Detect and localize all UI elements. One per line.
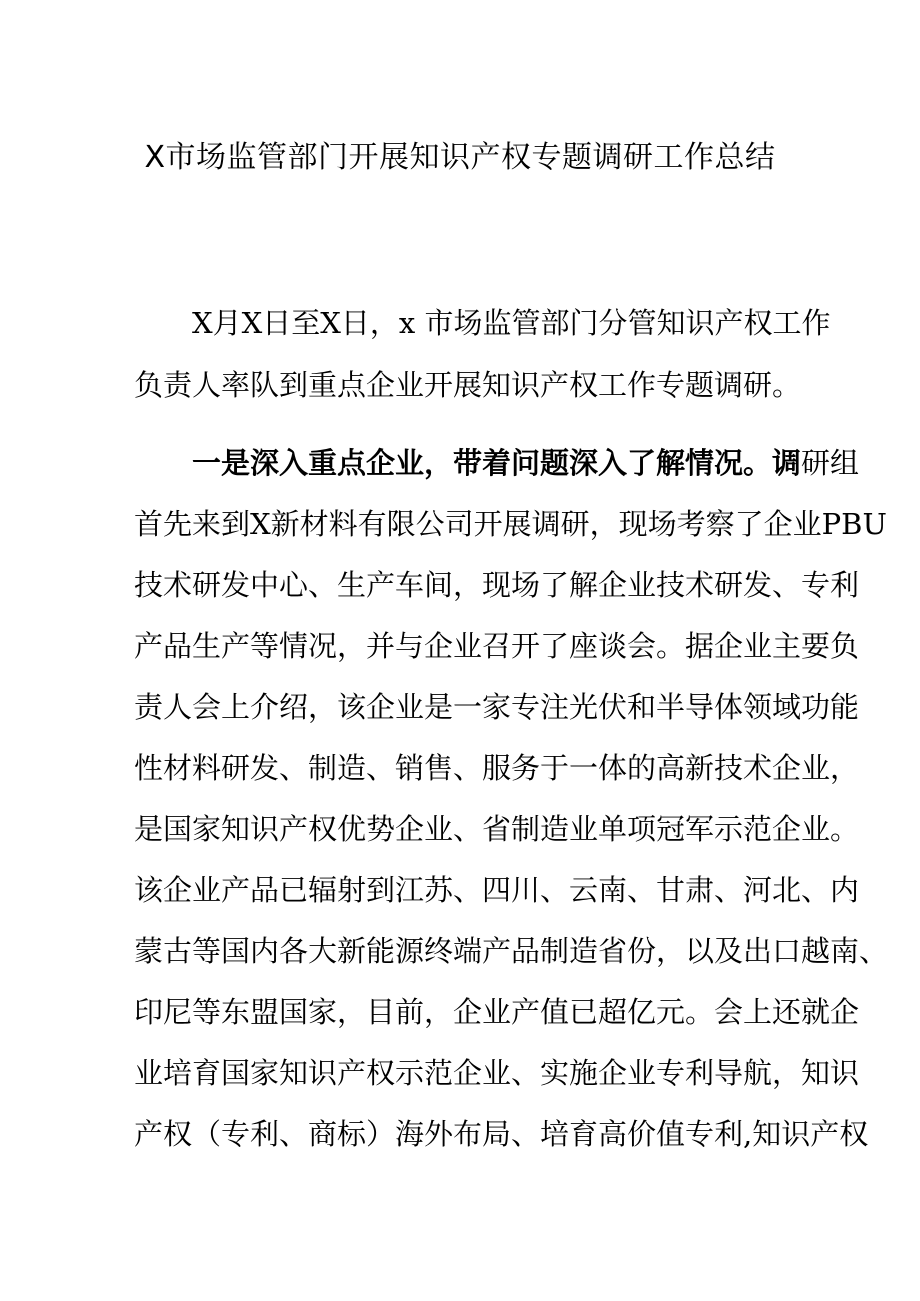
document-title: X市场监管部门开展知识产权专题调研工作总结 [144,140,776,175]
paragraph-2-line-7: 是国家知识产权优势企业、省制造业单项冠军示范企业。 [134,812,860,846]
paragraph-2-first-line [192,443,859,483]
paragraph-2-line-10: 印尼等东盟国家，目前，企业产值已超亿元。会上还就企 [134,995,860,1029]
paragraph-1-line-1: X月X日至X日，x 市场监管部门分管知识产权工作 [192,306,831,340]
paragraph-2-line-5: 责人会上介绍，该企业是一家专注光伏和半导体领域功能 [134,690,860,724]
paragraph-2-line-9: 蒙古等国内各大新能源终端产品制造省份，以及出口越南、 [134,934,889,968]
paragraph-1-line-2: 负责人率队到重点企业开展知识产权工作专题调研。 [134,368,802,402]
paragraph-2-line-3: 技术研发中心、生产车间，现场了解企业技术研发、专利 [134,568,860,602]
paragraph-2-line-8: 该企业产品已辐射到江苏、四川、云南、甘肃、河北、内 [134,873,860,907]
paragraph-2-line-4: 产品生产等情况，并与企业召开了座谈会。据企业主要负 [134,629,860,663]
paragraph-2-line-12: 产权（专利、商标）海外布局、培育高价值专利,知识产权 [134,1117,869,1151]
paragraph-2-line-6: 性材料研发、制造、销售、服务于一体的高新技术企业， [134,751,860,785]
paragraph-2-bold-lead: 一是深入重点企业，带着问题深入了解情况。调 [192,446,802,480]
paragraph-2-line-11: 业培育国家知识产权示范企业、实施企业专利导航，知识 [134,1056,860,1090]
paragraph-2-line-2: 首先来到X新材料有限公司开展调研，现场考察了企业PBU [134,507,887,541]
paragraph-2-lead-rest: 研组 [801,446,860,480]
